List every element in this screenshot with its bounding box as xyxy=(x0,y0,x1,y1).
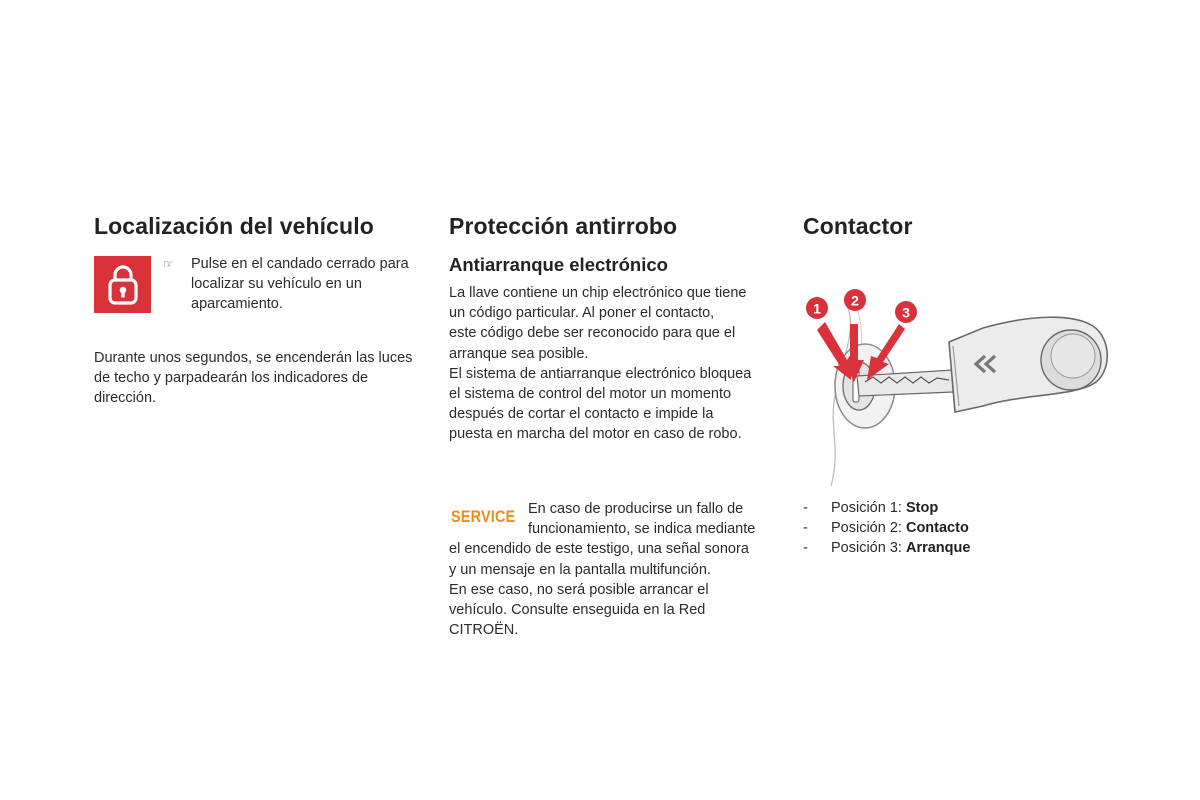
ignition-key-illustration xyxy=(803,256,1113,486)
text-line: y un mensaje en la pantalla multifunción. xyxy=(449,561,711,578)
antitheft-section xyxy=(449,210,779,639)
text-line: funcionamiento, se indica mediante xyxy=(528,521,756,538)
text-line: este código debe ser reconocido para que el xyxy=(449,325,736,342)
list-item xyxy=(803,538,1123,558)
text-line: vehículo. Consulte enseguida en la Red xyxy=(449,602,706,619)
position-prefix: Posición 3: xyxy=(831,540,906,557)
position-prefix: Posición 1: xyxy=(831,500,906,516)
text-line: El sistema de antiarranque electrónico bloquea xyxy=(449,365,752,382)
location-paragraph: Durante unos segundos, se encenderán las luces de techo y parpadearán los indicadores de dirección. xyxy=(94,350,413,407)
ignition-section xyxy=(803,210,1133,557)
service-warning-block xyxy=(449,499,779,640)
marker-1-label: 1 xyxy=(813,300,821,317)
text-line: un código particular. Al poner el contacto, xyxy=(449,305,715,322)
antitheft-title: Protección antirrobo xyxy=(449,213,678,239)
position-value: Contacto xyxy=(905,520,969,537)
antitheft-paragraph xyxy=(449,283,779,445)
text-line: CITROËN. xyxy=(449,622,519,639)
list-dash: - xyxy=(803,540,808,557)
antitheft-subtitle: Antiarranque electrónico xyxy=(449,254,668,275)
text-line: arranque sea posible. xyxy=(449,345,589,362)
position-prefix: Posición 2: xyxy=(831,520,906,537)
location-section xyxy=(94,210,414,407)
marker-2-label: 2 xyxy=(851,292,859,309)
text-line: En caso de producirse un fallo de xyxy=(528,501,744,517)
text-line: La llave contiene un chip electrónico que tiene xyxy=(449,285,747,301)
pointing-hand-icon: ☞ xyxy=(163,257,174,271)
text-line: puesta en marcha del motor en caso de robo. xyxy=(449,426,742,443)
text-line: el sistema de control del motor un momento xyxy=(449,386,732,403)
position-value: Stop xyxy=(905,500,939,516)
list-dash: - xyxy=(803,500,808,516)
text-line: después de cortar el contacto e impide la xyxy=(449,406,714,423)
list-item xyxy=(803,498,1123,518)
location-title: Localización del vehículo xyxy=(94,213,374,239)
ignition-positions-list xyxy=(803,498,1123,559)
list-dash: - xyxy=(803,520,808,537)
ignition-title: Contactor xyxy=(803,213,913,239)
location-bullet-text: Pulse en el candado cerrado para localizar su vehículo en un aparcamiento. xyxy=(191,256,409,313)
list-item xyxy=(803,518,1123,538)
marker-3-label: 3 xyxy=(902,304,910,321)
text-line: el encendido de este testigo, una señal sonora xyxy=(449,541,749,558)
text-line: En ese caso, no será posible arrancar el xyxy=(449,581,709,598)
lock-icon xyxy=(94,256,151,313)
service-warning-icon: SERVICE xyxy=(451,507,516,526)
position-value: Arranque xyxy=(905,540,971,557)
